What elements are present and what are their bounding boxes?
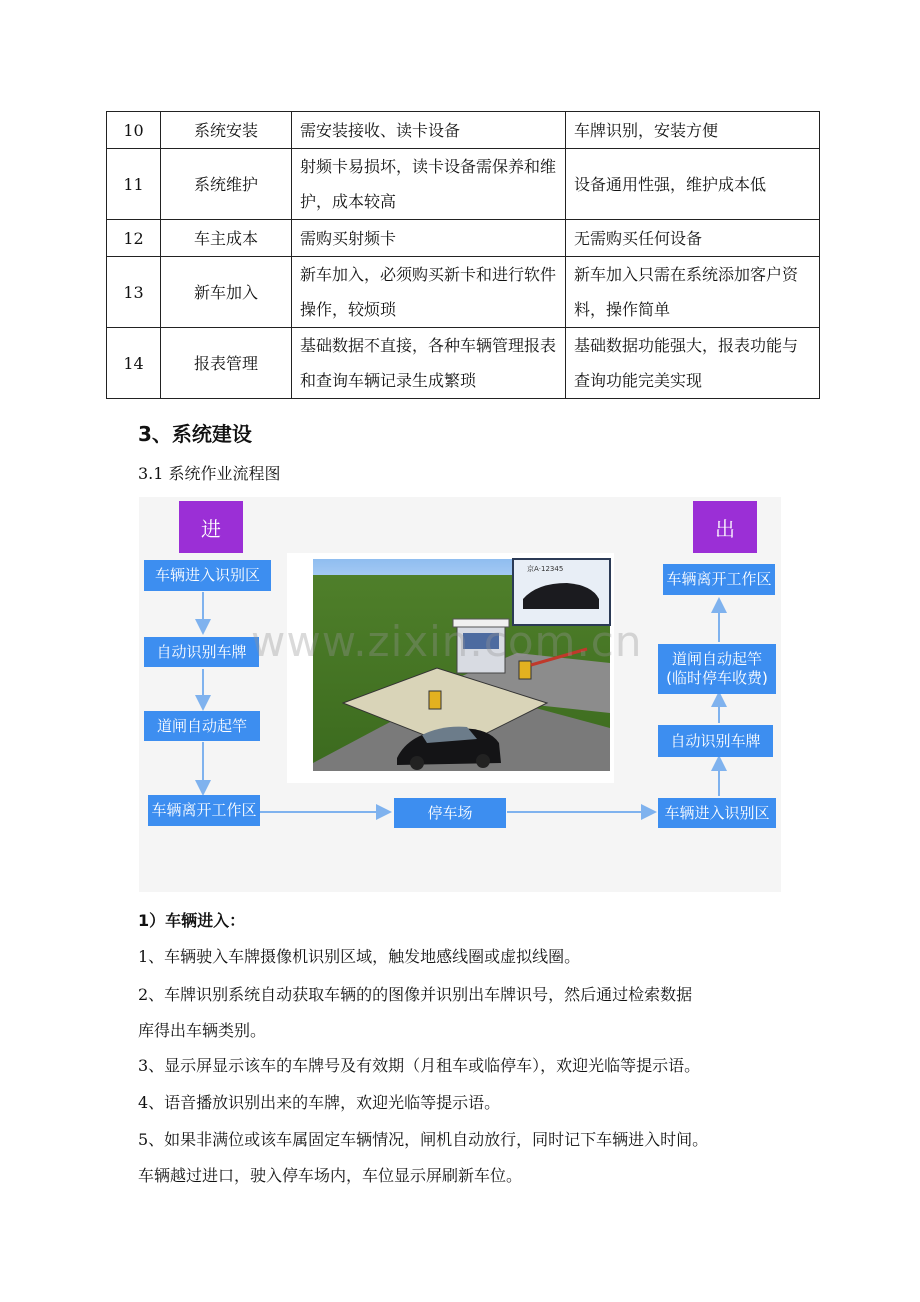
row-new-system: 无需购买任何设备 <box>566 220 820 257</box>
paragraph: 5、如果非满位或该车属固定车辆情况，闸机自动放行，同时记下车辆进入时间。 <box>138 1130 709 1149</box>
table-row <box>107 328 820 399</box>
row-number: 14 <box>107 328 161 399</box>
row-number: 10 <box>107 112 161 149</box>
row-old-system: 需安装接收、读卡设备 <box>292 112 566 149</box>
row-old-system: 射频卡易损坏，读卡设备需保养和维护，成本较高 <box>292 149 566 220</box>
row-new-system: 新车加入只需在系统添加客户资料，操作简单 <box>566 257 820 328</box>
table-row <box>107 220 820 257</box>
paragraph: 车辆越过进口，驶入停车场内，车位显示屏刷新车位。 <box>138 1166 523 1185</box>
table-row <box>107 149 820 220</box>
row-item: 系统维护 <box>161 149 292 220</box>
row-number: 11 <box>107 149 161 220</box>
flow-step-auto-recognize: 自动识别车牌 <box>144 637 259 667</box>
row-number: 12 <box>107 220 161 257</box>
table-row <box>107 257 820 328</box>
exit-badge: 出 <box>693 501 757 553</box>
flow-step-enter-recognition: 车辆进入识别区 <box>144 560 271 591</box>
paragraph: 1、车辆驶入车牌摄像机识别区域，触发地感线圈或虚拟线圈。 <box>138 947 581 966</box>
flow-exit-leave-area: 车辆离开工作区 <box>663 564 775 595</box>
paragraph: 3、显示屏显示该车的车牌号及有效期（月租车或临停车），欢迎光临等提示语。 <box>138 1056 701 1075</box>
workflow-diagram <box>139 497 781 892</box>
flow-exit-enter-recognition: 车辆进入识别区 <box>658 798 776 828</box>
section-title: 3、系统建设 <box>138 422 252 446</box>
subsection-title: 3.1 系统作业流程图 <box>138 464 281 483</box>
row-item: 报表管理 <box>161 328 292 399</box>
paragraph: 库得出车辆类别。 <box>138 1021 267 1040</box>
plate-readout: 京A·12345 <box>527 565 564 573</box>
row-new-system: 设备通用性强，维护成本低 <box>566 149 820 220</box>
entry-heading: 1）车辆进入： <box>138 911 246 930</box>
table-row <box>107 112 820 149</box>
comparison-table <box>106 111 820 399</box>
paragraph: 2、车牌识别系统自动获取车辆的的图像并识别出车牌识号，然后通过检索数据 <box>138 985 693 1004</box>
flow-step-parking-lot: 停车场 <box>394 798 506 828</box>
row-item: 系统安装 <box>161 112 292 149</box>
flow-exit-auto-recognize: 自动识别车牌 <box>658 725 773 757</box>
row-old-system: 需购买射频卡 <box>292 220 566 257</box>
row-number: 13 <box>107 257 161 328</box>
row-old-system: 新车加入，必须购买新卡和进行软件操作，较烦琐 <box>292 257 566 328</box>
row-item: 车主成本 <box>161 220 292 257</box>
flow-step-barrier-raise: 道闸自动起竿 <box>144 711 260 741</box>
row-new-system: 车牌识别，安装方便 <box>566 112 820 149</box>
parking-scene-illustration <box>287 553 614 783</box>
watermark: www.zixin.com.cn <box>251 617 643 666</box>
paragraph: 4、语音播放识别出来的车牌，欢迎光临等提示语。 <box>138 1093 501 1112</box>
row-item: 新车加入 <box>161 257 292 328</box>
entry-badge: 进 <box>179 501 243 553</box>
flow-step-leave-area: 车辆离开工作区 <box>148 795 260 826</box>
row-old-system: 基础数据不直接，各种车辆管理报表和查询车辆记录生成繁琐 <box>292 328 566 399</box>
flow-exit-barrier-raise: 道闸自动起竿 (临时停车收费) <box>658 644 776 694</box>
row-new-system: 基础数据功能强大，报表功能与查询功能完美实现 <box>566 328 820 399</box>
